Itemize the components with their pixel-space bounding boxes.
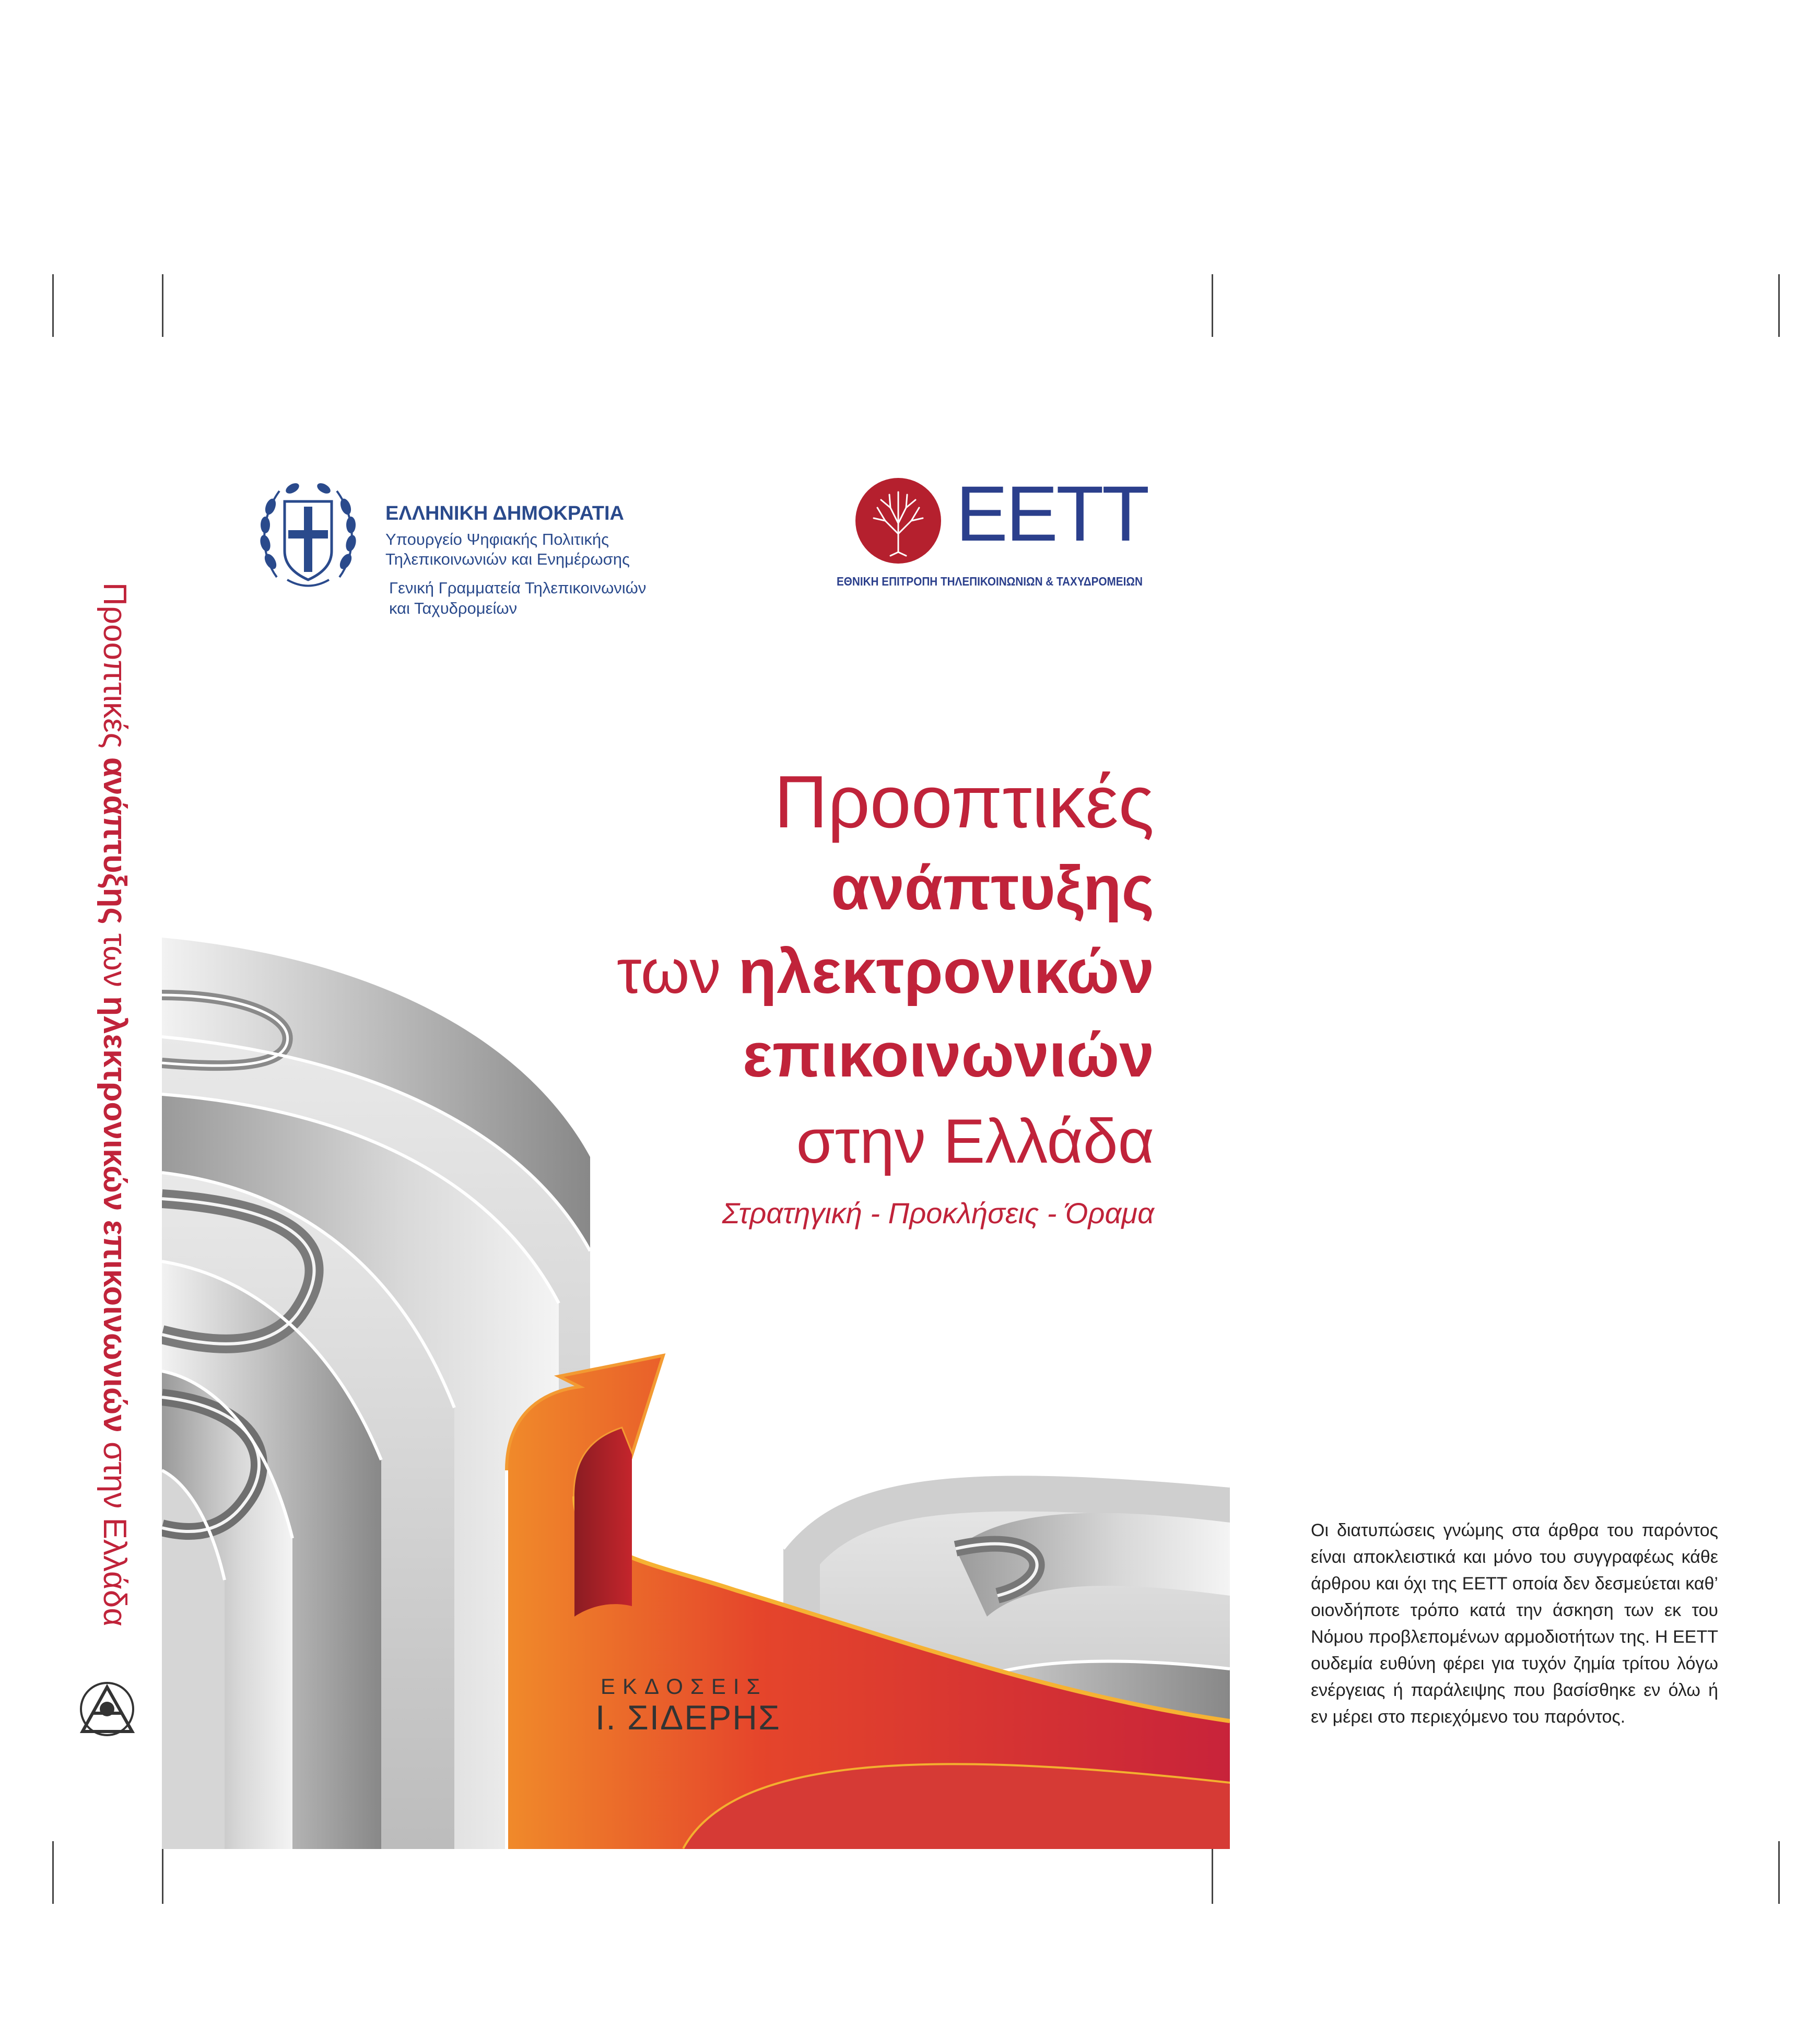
crop-mark bbox=[1212, 274, 1213, 337]
tree-icon bbox=[854, 476, 943, 565]
title-line-3 bbox=[617, 937, 1154, 1007]
eett-logo bbox=[854, 476, 943, 565]
title-line-3-bold: ηλεκτρονικών bbox=[738, 937, 1154, 1007]
coat-of-arms-logo bbox=[256, 473, 360, 593]
republic-label: ΕΛΛΗΝΙΚΗ ΔΗΜΟΚΡΑΤΙΑ bbox=[385, 502, 624, 524]
crop-mark bbox=[1778, 274, 1780, 337]
publisher-spine-logo bbox=[72, 1674, 143, 1745]
eett-fullname: ΕΘΝΙΚΗ ΕΠΙΤΡΟΠΗ ΤΗΛΕΠΙΚΟΙΝΩΝΙΩΝ & ΤΑΧΥΔΡΟΜΕΙΩΝ bbox=[837, 575, 1143, 588]
spine-part-5: στην Ελλάδα bbox=[97, 1432, 133, 1627]
spine-part-4: ηλεκτρονικών επικοινωνιών bbox=[97, 996, 133, 1433]
ministry-line-1: Υπουργείο Ψηφιακής Πολιτικής bbox=[385, 530, 609, 548]
ministry-line-2: Τηλεπικοινωνιών και Ενημέρωσης bbox=[385, 550, 630, 568]
spine-part-1: Προοπτικές bbox=[97, 582, 133, 757]
title-line-1: Προοπτικές bbox=[774, 760, 1154, 844]
title-line-5-light: στην bbox=[796, 1106, 944, 1176]
spine-title bbox=[98, 582, 131, 1627]
crop-mark bbox=[162, 274, 163, 337]
eett-acronym: ΕΕΤΤ bbox=[956, 470, 1148, 557]
crop-mark bbox=[52, 1841, 54, 1904]
crop-mark bbox=[162, 1841, 163, 1904]
crop-mark bbox=[1778, 1841, 1780, 1904]
coat-of-arms-icon bbox=[256, 473, 360, 593]
title-line-5 bbox=[796, 1106, 1154, 1176]
secretariat-line-1: Γενική Γραμματεία Τηλεπικοινωνιών bbox=[389, 579, 647, 597]
title-line-3-light: των bbox=[617, 937, 738, 1007]
crop-mark bbox=[1212, 1841, 1213, 1904]
title-line-2: ανάπτυξης bbox=[831, 853, 1154, 923]
spine-part-3: των bbox=[97, 924, 133, 997]
publisher-label: ΕΚΔΟΣΕΙΣ bbox=[601, 1674, 768, 1699]
disclaimer-text: Οι διατυπώσεις γνώμης στα άρθρα του παρόντος είναι αποκλειστικά και μόνο του συγγραφέως κάθε άρθρου και όχι της ΕΕΤΤ οποία δεν δεσμεύεται καθ’ οιονδήποτε τρόπο κατά την άσκηση των εκ του Νόμου προβλεπομένων αρμοδιοτήτων της. Η ΕΕΤΤ ουδεμία ευθύνη φέρει για τυχόν ζημία τρίτου λόγω ενέργειας ή παράλειψης που βασίσθηκε εν όλω ή εν μέρει στο περιεχόμενο του παρόντος. bbox=[1311, 1520, 1718, 1727]
crop-mark bbox=[52, 274, 54, 337]
title-line-5-regular: Ελλάδα bbox=[943, 1106, 1154, 1176]
subtitle: Στρατηγική - Προκλήσεις - Όραμα bbox=[722, 1197, 1154, 1230]
publisher-name: Ι. ΣΙΔΕΡΗΣ bbox=[595, 1698, 781, 1737]
sideris-emblem-icon bbox=[72, 1674, 143, 1745]
title-line-4: επικοινωνιών bbox=[742, 1020, 1154, 1090]
spine-part-2: ανάπτυξης bbox=[97, 757, 133, 925]
secretariat-line-2: και Ταχυδρομείων bbox=[389, 599, 518, 617]
